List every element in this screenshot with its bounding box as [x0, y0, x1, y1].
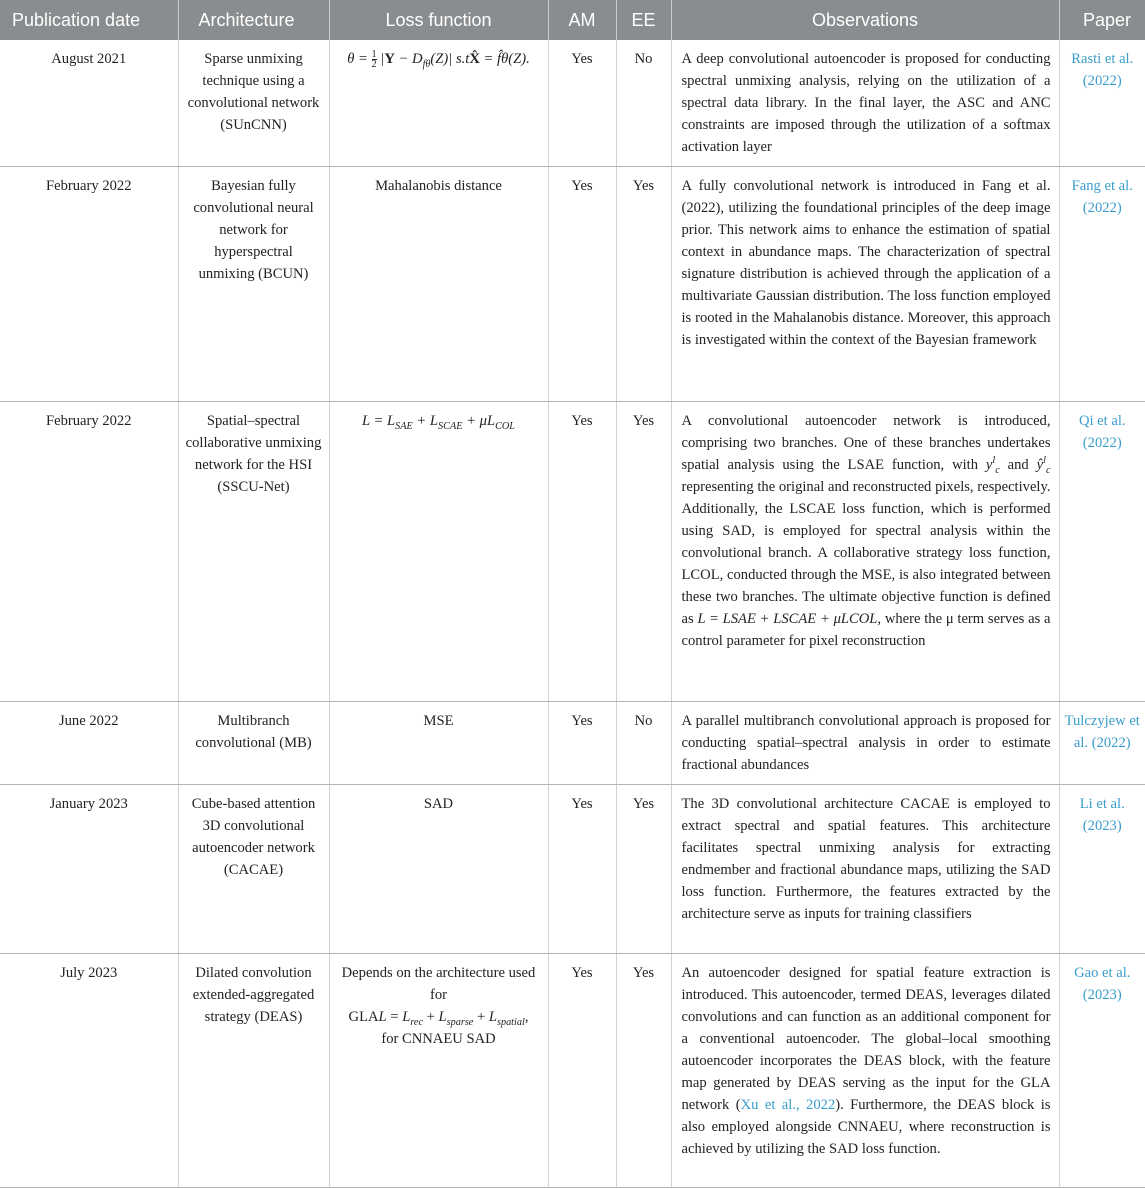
cell-ee: Yes	[616, 167, 671, 402]
paper-link[interactable]: Rasti et al. (2022)	[1059, 40, 1145, 167]
cell-ee: Yes	[616, 402, 671, 702]
header-loss-function: Loss function	[329, 0, 548, 40]
cell-architecture: Cube-based attention 3D convolutional autoencoder network (CACAE)	[178, 785, 329, 954]
header-ee: EE	[616, 0, 671, 40]
header-publication-date: Publication date	[0, 0, 178, 40]
cell-loss-function	[329, 954, 548, 1188]
obs-text: A convolutional autoencoder network is introduced, comprising two branches. One of these branches undertakes spatial analysis using the LSAE function, with	[681, 413, 1051, 473]
paper-link[interactable]: Li et al. (2023)	[1059, 785, 1145, 954]
table-row	[0, 402, 1145, 702]
loss-formula: $L = L_{SAE} + L_{SCAE} + \mu L_{COL}$	[362, 413, 515, 432]
cell-observations: A parallel multibranch convolutional approach is proposed for conducting spatial–spectral analysis in order to estimate fractional abundances	[671, 702, 1059, 785]
cell-observations: A deep convolutional autoencoder is proposed for conducting spectral unmixing analysis, relying on the utilization of a spectral data library. In the final layer, the ASC and ANC constraints are imposed through the utilization of a softmax activation layer	[671, 40, 1059, 167]
obs-text: representing the original and reconstructed pixels, respectively. Additionally, the LSCAE loss function, which is performed using SAD, is employed for spectral analysis within the convolutional branch. A collaborative strategy loss function, LCOL, conducted through the MSE, is also integrated between these two branches. The ultimate objective function is defined as	[681, 479, 1051, 627]
loss-text: for CNNAEU SAD	[381, 1031, 496, 1047]
paper-link[interactable]: Gao et al. (2023)	[1059, 954, 1145, 1188]
table-row	[0, 167, 1145, 402]
paper-link[interactable]: Fang et al. (2022)	[1059, 167, 1145, 402]
cell-architecture: Bayesian fully convolutional neural network for hyperspectral unmixing (BCUN)	[178, 167, 329, 402]
table-row	[0, 702, 1145, 785]
obs-text: where the μ term serves as a control parameter for pixel reconstruction	[681, 611, 1051, 649]
cell-ee: Yes	[616, 785, 671, 954]
cell-date: June 2022	[0, 702, 178, 785]
cell-ee: Yes	[616, 954, 671, 1188]
cell-architecture: Sparse unmixing technique using a convolutional network (SUnCNN)	[178, 40, 329, 167]
table-row	[0, 785, 1145, 954]
table-row	[0, 40, 1145, 167]
cell-date: July 2023	[0, 954, 178, 1188]
cell-am: Yes	[548, 785, 616, 954]
cell-ee: No	[616, 702, 671, 785]
obs-equation: L = LSAE + LSCAE + μLCOL,	[697, 611, 882, 627]
paper-link[interactable]: Qi et al. (2022)	[1059, 402, 1145, 702]
cell-date: February 2022	[0, 167, 178, 402]
cell-observations: A fully convolutional network is introduced in Fang et al. (2022), utilizing the foundational principles of the deep image prior. This network aims to enhance the estimation of spatial context in abundance maps. The characterization of spectral signature distribution is achieved through the application of a multivariate Gaussian distribution. The loss function employed is rooted in the Mahalanobis distance. Moreover, this approach is investigated within the context of the Bayesian framework	[671, 167, 1059, 402]
cell-date: August 2021	[0, 40, 178, 167]
paper-link[interactable]: Tulczyjew et al. (2022)	[1059, 702, 1145, 785]
obs-text: and	[1007, 457, 1029, 473]
obs-text: An autoencoder designed for spatial feature extraction is introduced. This autoencoder, termed DEAS, leverages dilated convolutions and can function as an additional component for a conventional autoencoder. The global–local smoothing autoencoder incorporates the DEAS block, with the feature map generated by DEAS serving as the input for the GLA network (	[681, 965, 1051, 1113]
obs-text: ). Furthermore, the DEAS block is also employed alongside CNNAEU, where reconstruction is achieved by utilizing the SAD loss function.	[681, 1097, 1051, 1157]
header-architecture: Architecture	[178, 0, 329, 40]
cell-loss-function: MSE	[329, 702, 548, 785]
cell-observations: A convolutional autoencoder network is introduced, comprising two branches. One of these branches undertakes spatial analysis using the LSAE function, with $y^l_c$ and $ŷ^l_c$ representing the original and reconstructed pixels, respectively. Additionally, the LSCAE loss function, which is performed using SAD, is employed for spectral analysis within the convolutional branch. A collaborative strategy loss function, LCOL, conducted through the MSE, is also integrated between these two branches. The ultimate objective function is defined as L = LSAE + LSCAE + μLCOL, where the μ term serves as a control parameter for pixel reconstruction	[671, 402, 1059, 702]
cell-ee: No	[616, 40, 671, 167]
cell-date: January 2023	[0, 785, 178, 954]
cell-loss-function	[329, 402, 548, 702]
cell-architecture: Multibranch convolutional (MB)	[178, 702, 329, 785]
header-am: AM	[548, 0, 616, 40]
cell-loss-function: Mahalanobis distance	[329, 167, 548, 402]
cell-am: Yes	[548, 167, 616, 402]
loss-formula: GLAL = $L_{rec} + L_{sparse} + L_{spatial}$,	[348, 1009, 529, 1028]
cell-observations	[671, 954, 1059, 1188]
cell-am: Yes	[548, 954, 616, 1188]
cell-observations: The 3D convolutional architecture CACAE is employed to extract spectral and spatial features. This architecture facilitates spectral unmixing analysis for extracting endmember and fractional abundance maps, utilizing the SAD loss function. Furthermore, the features extracted by the architecture serve as inputs for training classifiers	[671, 785, 1059, 954]
cell-date: February 2022	[0, 402, 178, 702]
cell-am: Yes	[548, 40, 616, 167]
header-row	[0, 0, 1145, 40]
cell-am: Yes	[548, 702, 616, 785]
loss-text: Depends on the architecture used for	[341, 965, 536, 1003]
cell-am: Yes	[548, 402, 616, 702]
cell-architecture: Spatial–spectral collaborative unmixing network for the HSI (SSCU-Net)	[178, 402, 329, 702]
loss-formula: θ = $\frac{1}{2}$ $|Y - D_{f\theta}(Z)|$ s.tX̂ = f̂θ(Z).	[347, 49, 530, 71]
table-row	[0, 954, 1145, 1188]
citation-link[interactable]: Xu et al., 2022	[740, 1097, 836, 1113]
cell-loss-function: SAD	[329, 785, 548, 954]
header-observations: Observations	[671, 0, 1059, 40]
cell-architecture: Dilated convolution extended-aggregated strategy (DEAS)	[178, 954, 329, 1188]
header-paper: Paper	[1059, 0, 1145, 40]
cell-loss-function	[329, 40, 548, 167]
